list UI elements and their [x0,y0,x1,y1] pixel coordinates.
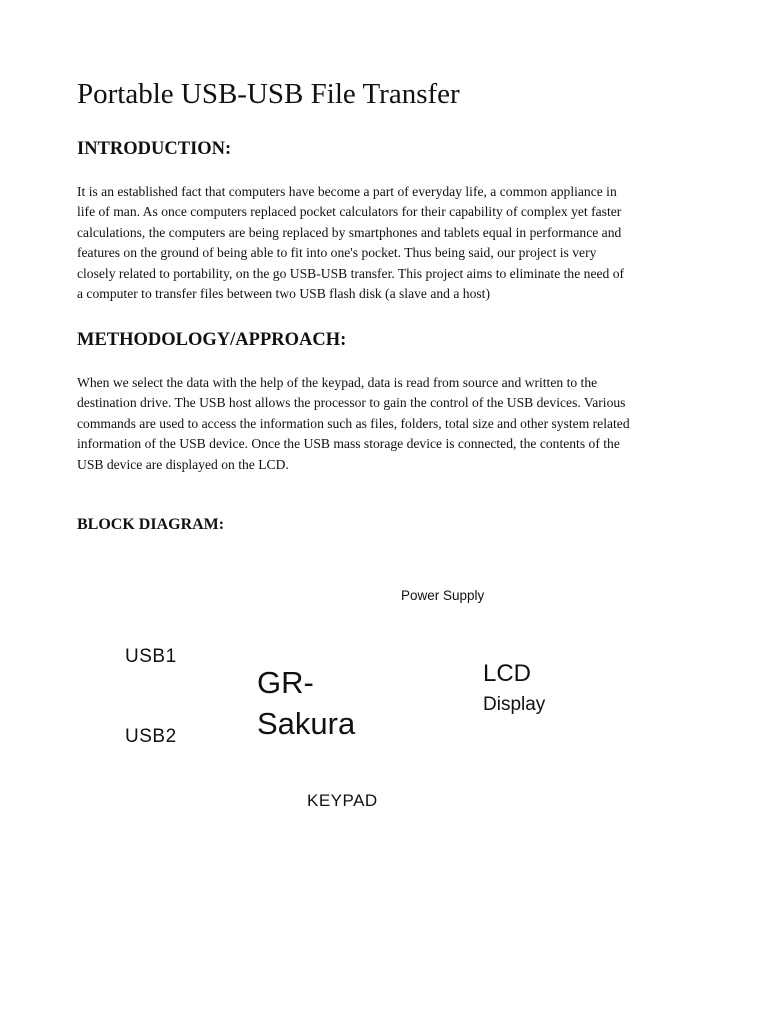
power-supply-label: Power Supply [401,588,485,603]
paragraph-line: life of man. As once computers replaced pocket calculators for their capability of complex yet faster [77,204,622,220]
paragraph-line: When we select the data with the help of the keypad, data is read from source and written to the [77,375,598,390]
introduction-heading: INTRODUCTION: [77,139,232,159]
paragraph-line: information of the USB device. Once the USB mass storage device is connected, the contents of the [77,436,620,452]
paragraph-line: destination drive. The USB host allows the processor to gain the control of the USB devices. Various [77,395,626,411]
methodology-paragraph [77,373,697,475]
paragraph-line: features on the ground of being able to fit into one's pocket. Thus being said, our project is very [77,245,597,261]
paragraph-line: closely related to portability, on the go USB-USB transfer. This project aims to eliminate the need of [77,265,625,281]
controller-label-line1: GR- [257,665,314,700]
lcd-label: LCD [483,660,532,687]
paragraph-line: calculations, the computers are being replaced by smartphones and tablets equal in performance and [77,224,622,240]
introduction-paragraph [77,182,697,304]
lcd-display-label: Display [483,694,546,715]
paragraph-line: a computer to transfer files between two USB flash disk (a slave and a host) [77,286,490,302]
controller-label-line2: Sakura [257,706,356,741]
paragraph-line: It is an established fact that computers have become a part of everyday life, a common appliance in [77,184,617,199]
block-diagram [0,560,768,860]
controller-label [257,662,355,744]
usb1-label: USB1 [125,646,177,667]
block-diagram-heading: BLOCK DIAGRAM: [77,516,225,533]
keypad-label: KEYPAD [307,791,378,810]
paragraph-line: commands are used to access the information such as files, folders, total size and other system related [77,415,630,431]
paragraph-line: USB device are displayed on the LCD. [77,456,289,472]
usb2-label: USB2 [125,726,177,747]
page-title: Portable USB-USB File Transfer [77,78,460,110]
methodology-heading: METHODOLOGY/APPROACH: [77,330,347,350]
